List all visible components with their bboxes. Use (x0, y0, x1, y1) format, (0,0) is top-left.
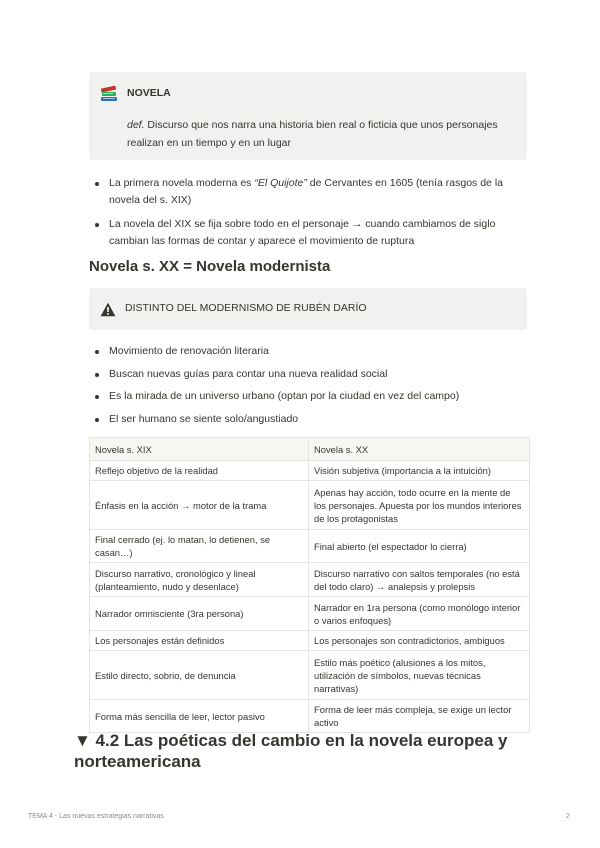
table-row (90, 461, 530, 481)
table-cell: Discurso narrativo con saltos temporales (no está del todo claro) → analepsis y prolepsis (309, 563, 530, 597)
warning-text: DISTINTO DEL MODERNISMO DE RUBÉN DARÍO (125, 302, 367, 314)
warning-icon (100, 302, 116, 317)
list-item: Es la mirada de un universo urbano (optan por la ciudad en vez del campo) (92, 388, 532, 405)
table-cell: Énfasis en la acción → motor de la trama (90, 481, 309, 530)
table-row (90, 481, 530, 530)
modernist-bullet-list (92, 343, 532, 433)
table-cell: Narrador omnisciente (3ra persona) (90, 597, 309, 631)
section-heading-4-2[interactable]: ▼ 4.2 Las poéticas del cambio en la novela europea y norteamericana (74, 731, 508, 771)
page-number: 2 (566, 813, 570, 820)
list-item: La primera novela moderna es “El Quijote” de Cervantes en 1605 (tenía rasgos de la novela del s. XIX) (92, 175, 532, 209)
callout-title: NOVELA (127, 87, 171, 99)
list-item: El ser humano se siente solo/angustiado (92, 411, 532, 428)
list-item: La novela del XIX se fija sobre todo en el personaje → cuando cambiamos de siglo cambian las formas de contar y aparece el movimiento de ruptura (92, 216, 532, 250)
table-cell: Reflejo objetivo de la realidad (90, 461, 309, 481)
table-cell: Apenas hay acción, todo ocurre en la mente de los personajes. Apuesta por los mundos interiores de los protagonistas (309, 481, 530, 530)
header-cell-xix: Novela s. XIX (90, 438, 309, 461)
table-header-row (90, 438, 530, 461)
table-cell: Final abierto (el espectador lo cierra) (309, 530, 530, 563)
table-cell: Forma más sencilla de leer, lector pasivo (90, 700, 309, 733)
list-item: Buscan nuevas guías para contar una nueva realidad social (92, 366, 532, 383)
callout-definition (127, 116, 517, 152)
definition-text: Discurso que nos narra una historia bien real o ficticia que unos personajes realizan en un tiempo y en un lugar (127, 119, 498, 149)
table-cell: Estilo directo, sobrio, de denuncia (90, 651, 309, 700)
list-item: Movimiento de renovación literaria (92, 343, 532, 360)
warning-callout (89, 288, 527, 330)
footer-title: TEMA 4 - Las nuevas estrategias narrativas (28, 813, 164, 820)
table-cell: Visión subjetiva (importancia a la intuición) (309, 461, 530, 481)
definition-label: def. (127, 119, 145, 131)
table-cell: Final cerrado (ej. lo matan, lo detienen, se casan…) (90, 530, 309, 563)
table-row (90, 651, 530, 700)
header-cell-xx: Novela s. XX (309, 438, 530, 461)
section-heading-novela-xx: Novela s. XX = Novela modernista (89, 258, 331, 275)
table-cell: Forma de leer más compleja, se exige un lector activo (309, 700, 530, 733)
comparison-table (89, 437, 530, 733)
books-icon (99, 84, 119, 104)
intro-bullet-list (92, 175, 532, 257)
table-row (90, 700, 530, 733)
table-row (90, 530, 530, 563)
table-row (90, 631, 530, 651)
table-cell: Discurso narrativo, cronológico y lineal (planteamiento, nudo y desenlace) (90, 563, 309, 597)
table-cell: Narrador en 1ra persona (como monólogo interior o varios enfoques) (309, 597, 530, 631)
table-cell: Los personajes son contradictorios, ambiguos (309, 631, 530, 651)
novela-callout (89, 72, 527, 160)
quijote-title: “El Quijote” (254, 177, 307, 189)
table-row (90, 597, 530, 631)
table-row (90, 563, 530, 597)
table-cell: Los personajes están definidos (90, 631, 309, 651)
table-cell: Estilo más poético (alusiones a los mitos, utilización de símbolos, nuevas técnicas narrativas) (309, 651, 530, 700)
